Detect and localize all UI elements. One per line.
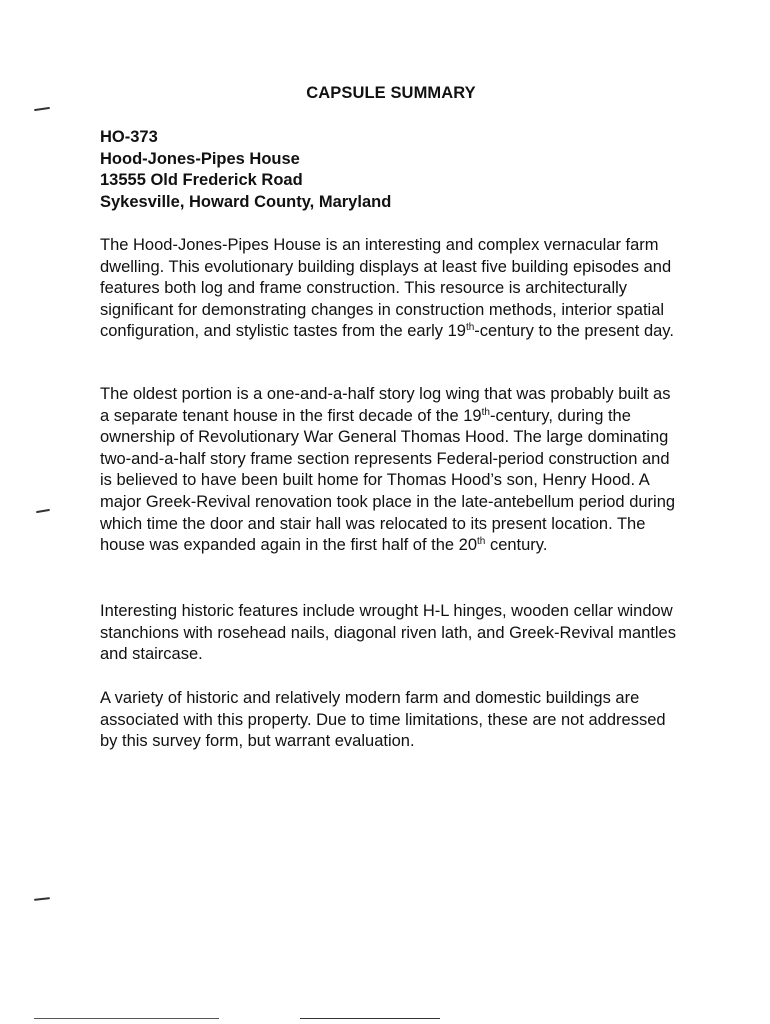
ordinal-suffix: th [477,536,486,548]
paragraph-2 [100,384,680,557]
summary-body-4 [100,688,680,753]
scan-edge-line-left [34,1018,219,1019]
property-location: Sykesville, Howard County, Maryland [100,192,392,211]
ordinal-suffix: th [465,322,475,334]
summary-body [100,235,680,343]
paragraph-3: Interesting historic features include wrought H-L hinges, wooden cellar window stanchions with rosehead nails, diagonal riven lath, and Greek-Revival mantles and staircase. [100,602,676,664]
punch-mark-bottom [34,897,50,901]
summary-body-3 [100,601,680,666]
property-address: 13555 Old Frederick Road [100,171,303,189]
document-title: CAPSULE SUMMARY [306,84,476,102]
paragraph-2-text-a: The oldest portion is a one-and-a-half story log wing that was probably built as a separate tenant house in the first decade of the 19 [100,385,671,425]
paragraph-1-text-b: -century to the present day. [474,322,674,341]
punch-mark-middle [36,509,50,513]
paragraph-2-text-b: -century, during the ownership of Revolutionary War General Thomas Hood. The large dominating two-and-a-half story frame section represents Federal-period construction and is believed to have been built home for Thomas Hood’s son, Henry Hood. A major Greek-Revival renovation took place in the late-antebellum period during which time the door and stair hall was relocated to its present location. The house was expanded again in the first half of the 20 [100,406,676,555]
paragraph-4: A variety of historic and relatively modern farm and domestic buildings are associated with this property. Due to time limitations, these are not addressed by this survey form, but warrant evaluation. [100,689,666,751]
summary-body-2 [100,384,680,557]
paragraph-2-text-c: century. [485,536,548,555]
property-name: Hood-Jones-Pipes House [100,149,300,168]
paragraph-1 [100,235,680,343]
paragraph-1-text-a: The Hood-Jones-Pipes House is an interesting and complex vernacular farm dwelling. This evolutionary building displays at least five building episodes and features both log and frame construction. This resource is architecturally significant for demonstrating changes in construction methods, interior spatial configuration, and stylistic tastes from the early 19 [100,236,672,341]
property-header [100,127,391,213]
property-id: HO-373 [100,128,158,146]
scan-edge-line-right [300,1018,440,1019]
ordinal-suffix: th [481,406,490,418]
punch-mark-top [34,107,50,111]
